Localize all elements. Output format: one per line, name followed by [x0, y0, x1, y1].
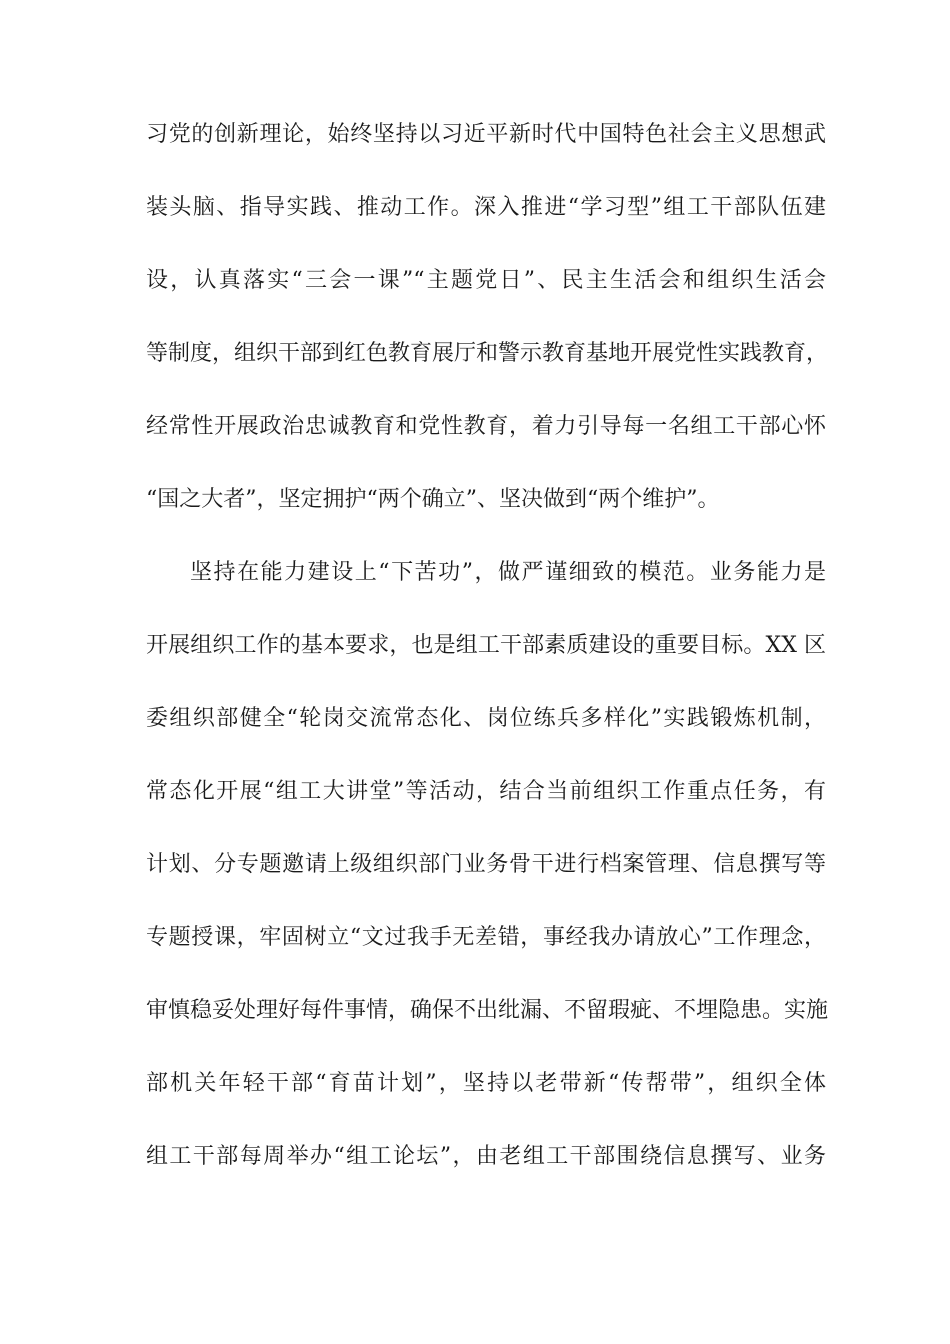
text-line: 组工干部每周举办“组工论坛”，由老组工干部围绕信息撰写、业务: [146, 1144, 826, 1169]
text-line: 常态化开展“组工大讲堂”等活动，结合当前组织工作重点任务，有: [146, 779, 826, 804]
text-line: 审慎稳妥处理好每件事情，确保不出纰漏、不留瑕疵、不埋隐患。实施: [146, 998, 829, 1023]
paragraph-start-line: 坚持在能力建设上“下苦功”，做严谨细致的模范。业务能力是: [190, 560, 826, 585]
text-line: 等制度，组织干部到红色教育展厅和警示教育基地开展党性实践教育，: [146, 341, 829, 366]
text-line: 开展组织工作的基本要求，也是组工干部素质建设的重要目标。XX 区: [146, 633, 826, 658]
text-line: 部机关年轻干部“育苗计划”，坚持以老带新“传帮带”，组织全体: [146, 1071, 826, 1096]
body-text: [146, 120, 829, 1215]
text-line: 经常性开展政治忠诚教育和党性教育，着力引导每一名组工干部心怀: [146, 414, 826, 439]
text-line: 委组织部健全“轮岗交流常态化、岗位练兵多样化”实践锻炼机制，: [146, 706, 826, 731]
text-line: 习党的创新理论，始终坚持以习近平新时代中国特色社会主义思想武: [146, 122, 826, 147]
text-line: 装头脑、指导实践、推动工作。深入推进“学习型”组工干部队伍建: [146, 195, 826, 220]
text-line: 计划、分专题邀请上级组织部门业务骨干进行档案管理、信息撰写等: [146, 852, 826, 877]
text-line: 专题授课，牢固树立“文过我手无差错，事经我办请放心”工作理念，: [146, 925, 826, 950]
text-line: 设，认真落实“三会一课”“主题党日”、民主生活会和组织生活会: [146, 268, 826, 293]
text-line: “国之大者”，坚定拥护“两个确立”、坚决做到“两个维护”。: [146, 487, 720, 512]
